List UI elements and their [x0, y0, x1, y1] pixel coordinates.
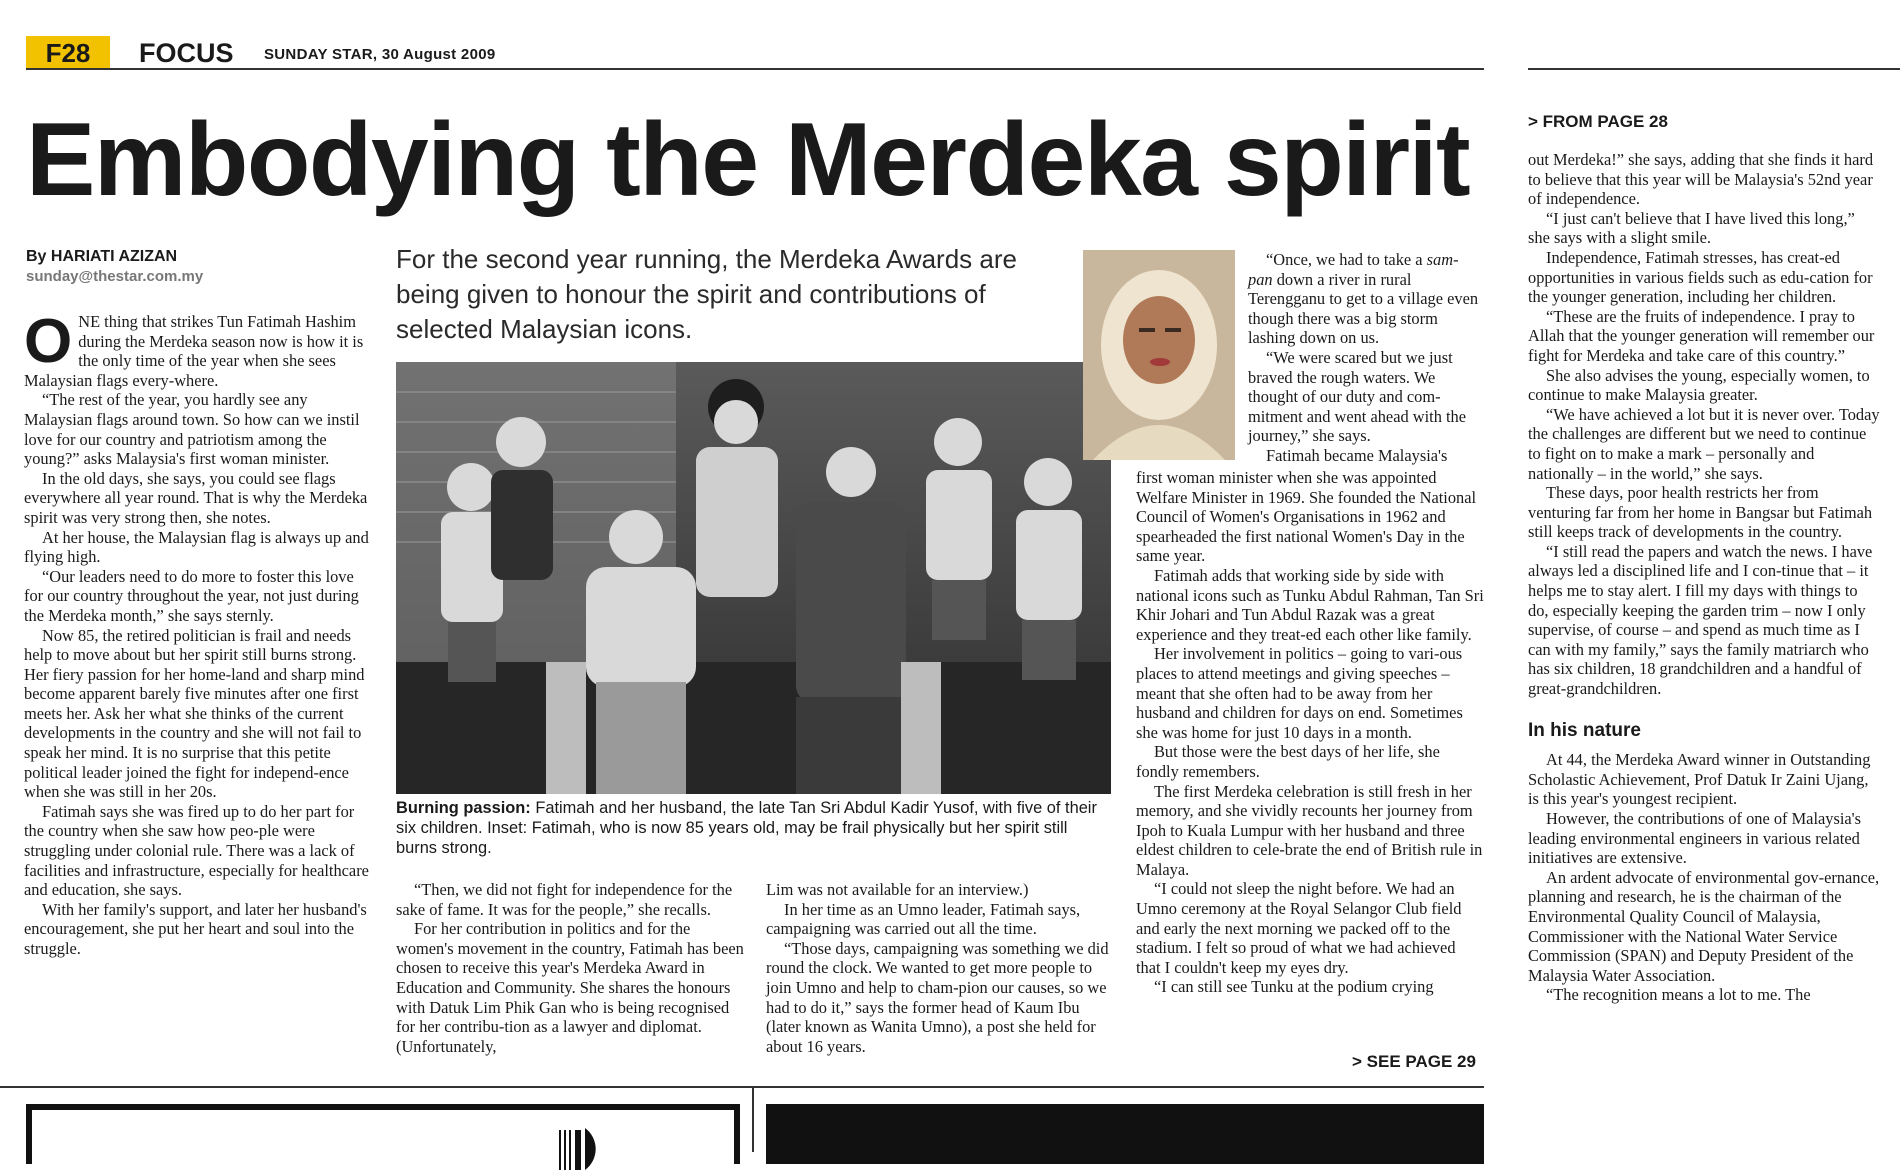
paragraph: “I still read the papers and watch the news. I have always led a disciplined life and I con-tinue that – it helps me to stay alert. I fill my days with things to do, especially keeping the garden trim – now I only supervise, of course – and spend as much time as I can with my family,” says the family matriarch who has six children, 18 grandchildren and a handful of great-grandchildren.: [1528, 541, 1873, 699]
byline-email: sunday@thestar.com.my: [26, 268, 204, 285]
inset-portrait: [1083, 250, 1235, 460]
caption-text: Fatimah and her husband, the late Tan Sri Abdul Kadir Yusof, with five of their six children. Inset: Fatimah, who is now 85 years old, may be frail physically but her spirit still burns strong.: [396, 799, 1097, 857]
drop-cap: O: [24, 307, 73, 376]
advert-left: [26, 1104, 740, 1164]
caption-label: Burning passion:: [396, 799, 531, 817]
paragraph: Fatimah became Malaysia's: [1266, 445, 1448, 465]
paragraph: “The rest of the year, you hardly see any Malaysian flags around town. So how can we instil love for our country and patriotism among the young?” asks Malaysia's first woman minister.: [24, 390, 360, 469]
paragraph: Independence, Fatimah stresses, has creat-ed opportunities in various fields such as edu-cation for the younger generation, including her children.: [1528, 247, 1873, 307]
paragraph: At 44, the Merdeka Award winner in Outstanding Scholastic Achievement, Prof Datuk Ir Zaini Ujang, is this year's youngest recipient.: [1528, 750, 1871, 809]
header-rule: [26, 68, 1484, 70]
sub-heading: In his nature: [1528, 719, 1641, 741]
paragraph: At her house, the Malaysian flag is always up and flying high.: [24, 527, 369, 567]
paragraph: The first Merdeka celebration is still fresh in her memory, and she vividly recounts her journey from Ipoh to Kuala Lumpur with her husband and three eldest children to cele-brate the end of British rule in Malaya.: [1136, 781, 1483, 879]
paragraph: out Merdeka!” she says, adding that she finds it hard to believe that this year will be Malaysia's 52nd year of independence.: [1528, 150, 1874, 209]
family-photo-illustration: [396, 362, 1111, 794]
advert-right: [766, 1104, 1484, 1164]
paragraph: “The recognition means a lot to me. The: [1546, 985, 1811, 1005]
paragraph: “Then, we did not fight for independence for the sake of fame. It was for the people,” she recalls.: [396, 880, 733, 919]
bottom-divider: [752, 1086, 754, 1152]
paragraph: She also advises the young, especially women, to continue to make Malaysia greater.: [1528, 365, 1870, 405]
article-column-5: [1528, 150, 1880, 1005]
from-page-jump[interactable]: > FROM PAGE 28: [1528, 112, 1668, 131]
byline-author: By HARIATI AZIZAN: [26, 248, 178, 265]
paragraph: With her family's support, and later her husband's encouragement, she put her heart and soul into the struggle.: [24, 899, 367, 958]
paragraph: These days, poor health restricts her from venturing far from her home in Bangsar but Fatimah still keeps track of developments in the country.: [1528, 483, 1873, 542]
standfirst: For the second year running, the Merdeka Awards are being given to honour the spirit and contributions of selected Malaysian icons.: [396, 244, 1017, 344]
paragraph: Now 85, the retired politician is frail and needs help to move about but her spirit still burns strong. Her fiery passion for her home-land and sharp mind become apparent barely five minutes after one first meets her. Ask her what she thinks of the current developments in the country and she will not fail to speak her mind. It is no surprise that this petite political leader joined the fight for independ-ence when she was still in her 20s.: [24, 625, 365, 802]
article-column-1: [24, 307, 376, 959]
paragraph: “I could not sleep the night before. We had an Umno ceremony at the Royal Selangor Club field and early the next morning we packed off to the stadium. I felt so proud of what we had achieved that I couldn't keep my eyes dry.: [1136, 879, 1462, 977]
advert-left-graphic: [527, 1116, 647, 1170]
paragraph: “Our leaders need to do more to foster this love for our country throughout the year, not just during the Merdeka month,” she says sternly.: [24, 566, 359, 625]
article-column-3: [766, 880, 1118, 1056]
paragraph: “Once, we had to take a sam-pan down a river in rural Terengganu to get to a village even though there was a big storm lashing down on us.: [1248, 250, 1479, 348]
paragraph: Fatimah says she was fired up to do her part for the country when she saw how peo-ple were struggling under colonial rule. There was a lack of facilities and infrastructure, especially for healthcare and education, she says.: [24, 801, 369, 900]
page-number-badge: F28: [26, 36, 110, 70]
paragraph: In the old days, she says, you could see flags everywhere all year round. That is why the Merdeka spirit was very strong then, she notes.: [24, 468, 368, 527]
paragraph: For her contribution in politics and for the women's movement in the country, Fatimah has been chosen to receive this year's Merdeka Award in Education and Community. She shares the honours with Datuk Lim Phik Gan who is being recognised for her contribu-tion as a lawyer and diplomat. (Unfortunately,: [396, 919, 744, 1056]
paragraph: “I just can't believe that I have lived this long,” she says with a slight smile.: [1528, 208, 1855, 248]
paragraph: In her time as an Umno leader, Fatimah says, campaigning was carried out all the time.: [766, 899, 1081, 939]
lead-paragraph: ONE thing that strikes Tun Fatimah Hashim during the Merdeka season now is how it is the only time of the year when she sees Malaysian flags every-where.: [24, 307, 364, 390]
paragraph: “We were scared but we just braved the rough waters. We thought of our duty and com-mitment and went ahead with the journey,” she says.: [1248, 347, 1467, 446]
paragraph: “Those days, campaigning was something we did round the clock. We wanted to get more people to join Umno and help to cham-pion our causes, so we had to do it,” says the former head of Kaum Ibu (later known as Wanita Umno), a post she held for about 16 years.: [766, 938, 1109, 1056]
article-column-4: [1136, 468, 1484, 997]
bottom-rule: [0, 1086, 1484, 1088]
inset-portrait-illustration: [1083, 250, 1235, 460]
paragraph: Her involvement in politics – going to vari-ous places to attend meetings and giving speeches – meant that she often had to be away from her husband and children for days on end. Sometimes she was home for just 10 days in a month.: [1136, 644, 1463, 742]
paragraph: first woman minister when she was appointed Welfare Minister in 1969. She founded the National Council of Women's Organisations in 1962 and spearheaded the first national Women's Day in the same year.: [1136, 468, 1477, 566]
family-photo: [396, 362, 1111, 794]
see-page-jump[interactable]: > SEE PAGE 29: [1352, 1052, 1476, 1071]
paragraph: An ardent advocate of environmental gov-ernance, planning and research, he is the chairman of the Environmental Quality Council of Malaysia, Commissioner with the National Water Service Commission (SPAN) and Deputy President of the Malaysia Water Association.: [1528, 867, 1880, 985]
paragraph: Lim was not available for an interview.): [766, 880, 1029, 899]
article-column-2: [396, 880, 748, 1056]
headline: Embodying the Merdeka spirit: [26, 102, 1470, 218]
paragraph: “I can still see Tunku at the podium crying: [1154, 977, 1434, 997]
paragraph: “We have achieved a lot but it is never over. Today the challenges are different but we need to continue to fight on to make a mark – personally and nationally – in the world,” she says.: [1528, 404, 1880, 483]
paragraph: Fatimah adds that working side by side with national icons such as Tunku Abdul Rahman, Tan Sri Khir Johari and Tun Abdul Razak was a great experience and they treat-ed each other like family.: [1136, 565, 1484, 644]
header-rule-right: [1528, 68, 1900, 70]
photo-caption: [396, 798, 1111, 858]
section-label: FOCUS: [139, 38, 234, 68]
publication-date-line: SUNDAY STAR, 30 August 2009: [264, 46, 496, 63]
paragraph: “These are the fruits of independence. I pray to Allah that the younger generation will remember our fight for Merdeka and take care of this country.”: [1528, 306, 1875, 365]
paragraph: But those were the best days of her life, she fondly remembers.: [1136, 742, 1440, 781]
article-column-4-top: [1248, 250, 1480, 466]
paragraph: However, the contributions of one of Malaysia's leading environmental engineers in various related initiatives are extensive.: [1528, 809, 1862, 868]
